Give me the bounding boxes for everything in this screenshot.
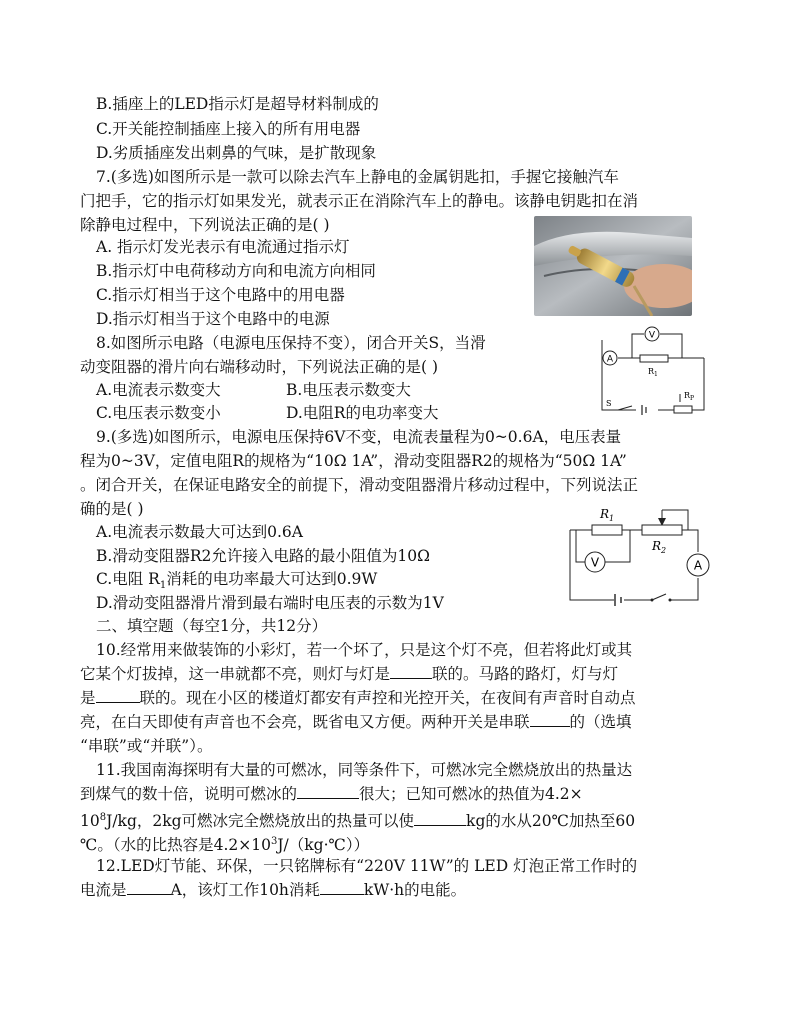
q11-line4: ℃。（水的比热容是$4.2\times 10^3J/(kg\cdot℃)$） xyxy=(80,836,370,855)
q12-blank-1[interactable] xyxy=(127,880,171,895)
q10-line3: 是 联的。现在小区的楼道灯都安有声控和光控开关，在夜间有声音时自动点 xyxy=(80,689,636,707)
q10-line1: 10.经常用来做装饰的小彩灯，若一个坏了，只是这个灯不亮，但若将此灯或其 xyxy=(96,641,633,659)
q10-blank-1[interactable] xyxy=(390,664,432,679)
q7-stem-line3: 除静电过程中，下列说法正确的是( ) xyxy=(80,216,330,234)
q8-voltmeter-label: V xyxy=(648,330,656,341)
q9-resistor-r1 xyxy=(592,525,622,535)
q8-option-a: A.电流表示数变大 xyxy=(96,381,221,399)
q9-stem-line1: 9.(多选)如图所示，电源电压保持6V不变，电流表量程为0~0.6A，电压表量 xyxy=(96,428,622,446)
q11-blank-2[interactable] xyxy=(414,811,466,826)
q9-option-d: D.滑动变阻器滑片滑到最右端时电压表的示数为1V xyxy=(96,594,444,612)
q6-option-c: C.开关能控制插座上接入的所有用电器 xyxy=(96,120,361,138)
q9-switch-pivot xyxy=(651,599,654,602)
q9-stem-line2: 程为0~3V，定值电阻R的规格为“10Ω 1A”，滑动变阻器R2的规格为“50Ω 1A” xyxy=(80,452,627,470)
q9-ammeter-label: A xyxy=(693,558,703,573)
q9-option-a: A.电流表示数最大可达到0.6A xyxy=(96,523,303,541)
q9-stem-line3: 。闭合开关，在保证电路安全的前提下，滑动变阻器滑片移动过程中，下列说法正 xyxy=(80,476,639,494)
q7-stem-line2: 门把手，它的指示灯如果发光，就表示正在消除汽车上的静电。该静电钥匙扣在消 xyxy=(80,192,639,210)
q9-option-b: B.滑动变阻器R2允许接入电路的最小阻值为10Ω xyxy=(96,547,430,565)
q8-option-d: D.电阻R的电功率变大 xyxy=(286,404,439,422)
q8-ammeter-label: A xyxy=(606,354,614,365)
q9-battery-symbol xyxy=(615,594,621,606)
q9-r1-label: $R_1$ xyxy=(600,507,615,523)
q10-line2: 它某个灯拔掉，这一串就都不亮，则灯与灯是 联的。马路的路灯，灯与灯 xyxy=(80,665,619,683)
q8-option-b: B.电压表示数变大 xyxy=(286,381,411,399)
q8-resistor-r1 xyxy=(640,355,668,362)
q10-line4: 亮，在白天即使有声音也不会亮，既省电又方便。两种开关是串联 的（选填 xyxy=(80,713,632,731)
q9-r2-label: $R_2$ xyxy=(652,539,667,555)
q10-blank-2[interactable] xyxy=(96,688,140,703)
section-2-heading: 二、填空题（每空1分，共12分） xyxy=(96,617,328,635)
q9-option-c: C.电阻 $R_1$消耗的电功率最大可达到0.9W xyxy=(96,570,378,592)
q9-voltmeter-label: V xyxy=(590,555,600,570)
q8-rp-label: $R_P$ xyxy=(684,391,695,402)
q12-blank-2[interactable] xyxy=(320,880,364,895)
q11-line3: $10^8J/kg$，2kg可燃冰完全燃烧放出的热量可以使 kg的水从20℃加热至60 xyxy=(80,812,636,831)
q11-blank-1[interactable] xyxy=(297,784,359,799)
q11-line2: 到煤气的数十倍，说明可燃冰的 很大；已知可燃冰的热值为4.2× xyxy=(80,785,583,803)
q9-stem-line4: 确的是( ) xyxy=(80,500,144,518)
q8-battery-symbol xyxy=(642,405,646,415)
q8-circuit-diagram xyxy=(588,322,710,418)
car-door-keyfob-photo xyxy=(534,216,692,316)
q10-line5: “串联”或“并联”）。 xyxy=(80,737,213,755)
q8-rheostat xyxy=(674,406,692,413)
q6-option-d: D.劣质插座发出刺鼻的气味，是扩散现象 xyxy=(96,144,377,162)
q8-option-c: C.电压表示数变小 xyxy=(96,404,221,422)
q10-blank-3[interactable] xyxy=(530,712,570,727)
q9-rheostat-r2 xyxy=(642,525,682,535)
q7-option-d: D.指示灯相当于这个电路中的电源 xyxy=(96,310,330,328)
q12-line2: 电流是 A，该灯工作10h消耗 kW·h的电能。 xyxy=(80,881,467,899)
q7-option-b: B.指示灯中电荷移动方向和电流方向相同 xyxy=(96,262,376,280)
q8-stem-line1: 8.如图所示电路（电源电压保持不变），闭合开关S，当滑 xyxy=(96,334,486,352)
q6-option-b: B.插座上的LED指示灯是超导材料制成的 xyxy=(96,95,379,113)
q7-option-a: A. 指示灯发光表示有电流通过指示灯 xyxy=(96,238,350,256)
q8-r1-label: $R_1$ xyxy=(648,367,658,378)
q11-line1: 11.我国南海探明有大量的可燃冰，同等条件下，可燃冰完全燃烧放出的热量达 xyxy=(96,761,633,779)
q7-stem-line1: 7.(多选)如图所示是一款可以除去汽车上静电的金属钥匙扣，手握它接触汽车 xyxy=(96,168,619,186)
q9-circuit-diagram xyxy=(552,500,722,610)
q8-switch-label: S xyxy=(606,399,612,408)
q9-switch-contact xyxy=(669,599,672,602)
q7-option-c: C.指示灯相当于这个电路中的用电器 xyxy=(96,286,345,304)
q12-line1: 12.LED灯节能、环保，一只铭牌标有“220V 11W”的 LED 灯泡正常工作时的 xyxy=(96,857,638,875)
q8-stem-line2: 动变阻器的滑片向右端移动时，下列说法正确的是( ) xyxy=(80,358,439,376)
